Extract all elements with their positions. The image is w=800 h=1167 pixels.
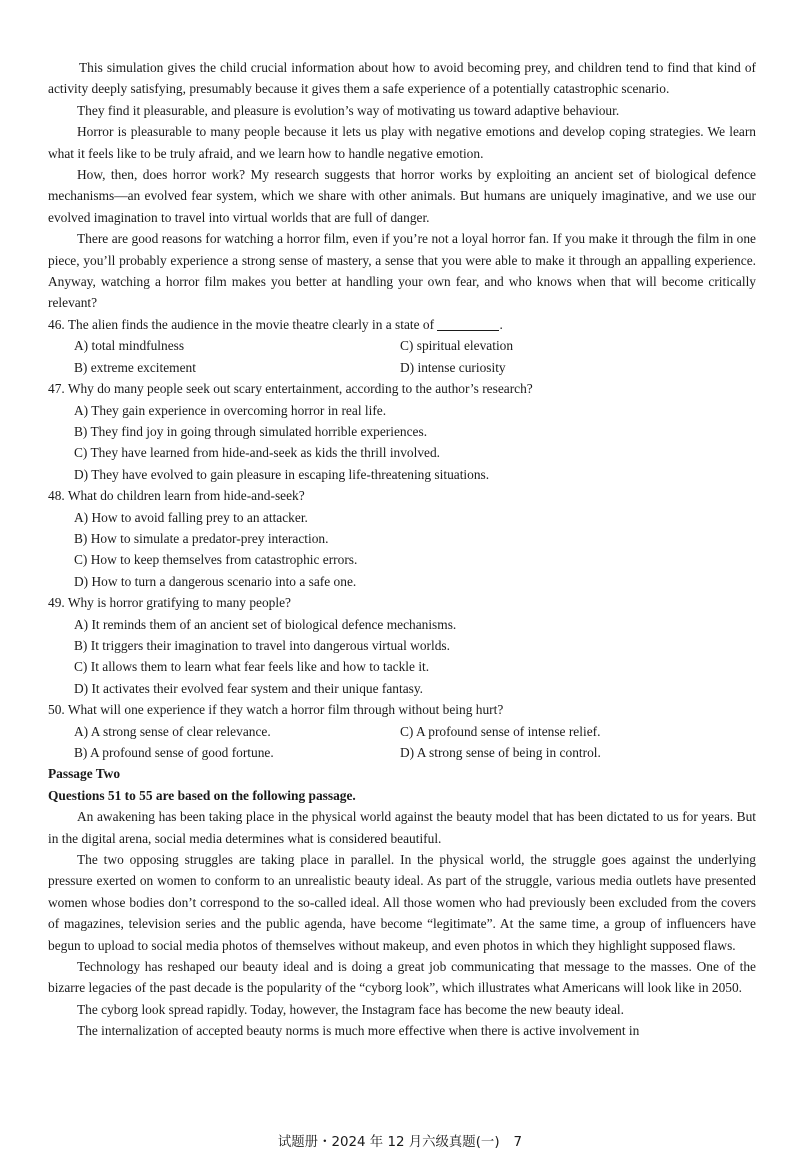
question-stem-text: 46. The alien finds the audience in the movie theatre clearly in a state of [48,316,435,332]
option-b: B) It triggers their imagination to travel into dangerous virtual worlds. [74,637,450,653]
question-49 [48,592,756,699]
option-b: B) They find joy in going through simulated horrible experiences. [74,423,428,439]
option-a: A) How to avoid falling prey to an attacker. [74,509,308,525]
question-50 [48,699,756,763]
option-row [74,335,756,356]
options [48,721,756,764]
options [48,335,756,378]
passage-title: Passage Two [48,766,121,782]
page-content [48,57,756,1042]
option-d: D) It activates their evolved fear system and their unique fantasy. [74,680,424,696]
question-stem: 47. Why do many people seek out scary entertainment, according to the author’s research? [48,381,533,397]
answer-blank [437,317,499,331]
option-b: B) How to simulate a predator-prey interaction. [74,530,329,546]
passage-paragraph: How, then, does horror work? My research suggests that horror works by exploiting an ancient set of biological defence mechanisms—an evolved fear system, which we share with other animals. But humans are uniquely imaginative, and we use our evolved imagination to travel into virtual worlds that are full of danger. [48,167,756,225]
page-number: 7 [513,1135,523,1150]
option-d: D) They have evolved to gain pleasure in escaping life-threatening situations. [74,466,490,482]
option-a: A) It reminds them of an ancient set of biological defence mechanisms. [74,616,457,632]
options [48,614,756,700]
option-c: C) It allows them to learn what fear feels like and how to tackle it. [74,659,430,675]
option-row [74,742,756,763]
option-a: A) They gain experience in overcoming horror in real life. [74,402,387,418]
option-a: A) total mindfulness [74,338,185,354]
option-b: B) extreme excitement [74,359,196,375]
passage-paragraph: This simulation gives the child crucial information about how to avoid becoming prey, and children tend to find that kind of activity deeply satisfying, presumably because it gives them a safe experience of a potentially catastrophic scenario. [48,60,756,97]
question-stem: 48. What do children learn from hide-and-seek? [48,488,305,504]
question-stem: 49. Why is horror gratifying to many people? [48,595,291,611]
passage-paragraph: The internalization of accepted beauty norms is much more effective when there is active involvement in [77,1023,640,1039]
option-row [74,721,756,742]
option-d: D) A strong sense of being in control. [400,745,601,760]
option-c: C) spiritual elevation [400,338,514,354]
question-stem-end: . [499,316,503,332]
option-a: A) A strong sense of clear relevance. [74,723,271,739]
passage-paragraph: The cyborg look spread rapidly. Today, however, the Instagram face has become the new beauty ideal. [77,1001,624,1017]
question-stem [48,314,756,335]
footer-title: 试题册・2024 年 12 月六级真题(一) [277,1135,500,1150]
passage-instruction: Questions 51 to 55 are based on the following passage. [48,787,356,803]
passage-paragraph: The two opposing struggles are taking place in parallel. In the physical world, the struggle goes against the underlying pressure exerted on women to conform to an unrealistic beauty ideal. As part of the struggle, various media outlets have presented women whose bodies don’t correspond to the so-called ideal. All those women who had previously been excluded from the covers of magazines, television series and the public agenda, have become “legitimate”. At the same time, a group of influencers have begun to upload to social media photos of themselves without makeup, and even photos in which they highlight supposed flaws. [48,852,756,953]
option-d: D) How to turn a dangerous scenario into a safe one. [74,573,357,589]
question-46 [48,314,756,378]
option-row [74,357,756,378]
option-d: D) intense curiosity [400,359,506,375]
passage-paragraph: They find it pleasurable, and pleasure is evolution’s way of motivating us toward adaptive behaviour. [77,102,620,118]
options [48,507,756,593]
option-b: B) A profound sense of good fortune. [74,745,274,760]
option-c: C) A profound sense of intense relief. [400,723,601,739]
page-footer [0,1132,800,1153]
question-47 [48,378,756,485]
question-48 [48,485,756,592]
option-c: C) They have learned from hide-and-seek as kids the thrill involved. [74,445,441,461]
passage-paragraph: Horror is pleasurable to many people because it lets us play with negative emotions and develop coping strategies. We learn what it feels like to be truly afraid, and we learn how to handle negative emotion. [48,124,756,161]
passage-paragraph: There are good reasons for watching a horror film, even if you’re not a loyal horror fan. If you make it through the film in one piece, you’ll probably experience a strong sense of mastery, a sense that you were able to make it through an appalling experience. Anyway, watching a horror film makes you better at handling your own fear, and who knows when that will become critically relevant? [48,231,756,311]
question-stem: 50. What will one experience if they watch a horror film through without being hurt? [48,702,504,718]
passage-paragraph: Technology has reshaped our beauty ideal and is doing a great job communicating that message to the masses. One of the bizarre legacies of the past decade is the popularity of the “cyborg look”, which illustrates what Americans will look like in 2050. [48,959,756,996]
option-c: C) How to keep themselves from catastrophic errors. [74,552,358,568]
options [48,400,756,486]
passage-paragraph: An awakening has been taking place in the physical world against the beauty model that has been dictated to us for years. But in the digital arena, social media determines what is considered beautiful. [48,809,756,846]
